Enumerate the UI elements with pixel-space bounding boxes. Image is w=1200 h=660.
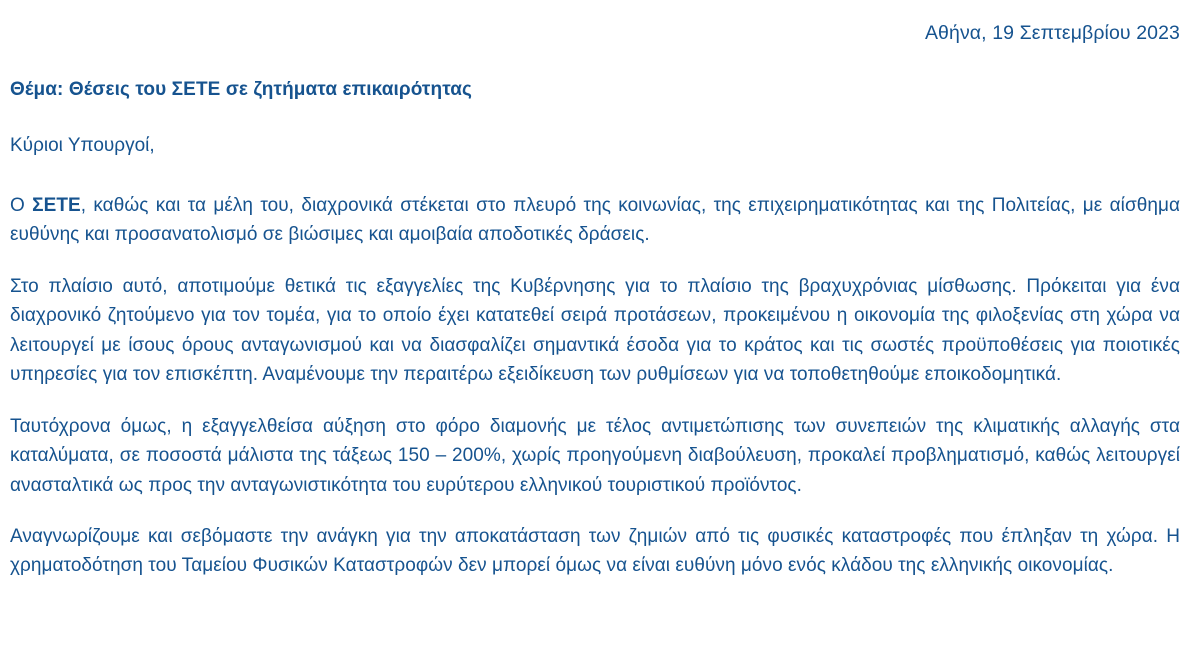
- paragraph-2: Στο πλαίσιο αυτό, αποτιμούμε θετικά τις εξαγγελίες της Κυβέρνησης για το πλαίσιο της βραχυχρόνιας μίσθωσης. Πρόκειται για ένα διαχρονικό ζητούμενο για τον τομέα, για το οποίο έχει κατατεθεί σειρά προτάσεων, προκειμένου η οικονομία της φιλοξενίας στη χώρα να λειτουργεί με ίσους όρους ανταγωνισμού και να διασφαλίζει σημαντικά έσοδα για το κράτος και τις σωστές προϋποθέσεις για ποιοτικές υπηρεσίες για τον επισκέπτη. Αναμένουμε την περαιτέρω εξειδίκευση των ρυθμίσεων για να τοποθετηθούμε εποικοδομητικά.: [10, 275, 1180, 386]
- paragraph-1: [10, 191, 1180, 250]
- paragraph-1-text: , καθώς και τα μέλη του, διαχρονικά στέκεται στο πλευρό της κοινωνίας, της επιχειρηματικότητας και της Πολιτείας, με αίσθημα ευθύνης και προσανατολισμό σε βιώσιμες και αμοιβαία αποδοτικές δράσεις.: [10, 195, 1180, 246]
- paragraph-1-acronym: ΣΕΤΕ: [32, 195, 81, 216]
- paragraph-3: Ταυτόχρονα όμως, η εξαγγελθείσα αύξηση στο φόρο διαμονής με τέλος αντιμετώπισης των συνεπειών της κλιματικής αλλαγής στα καταλύματα, σε ποσοστά μάλιστα της τάξεως 150 – 200%, χωρίς προηγούμενη διαβούλευση, προκαλεί προβληματισμό, καθώς λειτουργεί ανασταλτικά ως προς την ανταγωνιστικότητα του ευρύτερου ελληνικού τουριστικού προϊόντος.: [10, 415, 1180, 496]
- document-salutation: Κύριοι Υπουργοί,: [10, 135, 155, 156]
- paragraph-1-lead: Ο: [10, 195, 33, 216]
- subject-suffix: σε ζητήματα επικαιρότητας: [220, 79, 473, 100]
- paragraph-4: Αναγνωρίζουμε και σεβόμαστε την ανάγκη για την αποκατάσταση των ζημιών από τις φυσικές καταστροφές που έπληξαν τη χώρα. Η χρηματοδότηση του Ταμείου Φυσικών Καταστροφών δεν μπορεί όμως να είναι ευθύνη μόνο ενός κλάδου της ελληνικής οικονομίας.: [10, 525, 1180, 577]
- subject-prefix: Θέμα: Θέσεις του: [10, 79, 172, 100]
- subject-acronym: ΣΕΤΕ: [171, 79, 221, 100]
- document-date: Αθήνα, 19 Σεπτεμβρίου 2023: [924, 22, 1180, 44]
- document-subject: [10, 79, 1186, 101]
